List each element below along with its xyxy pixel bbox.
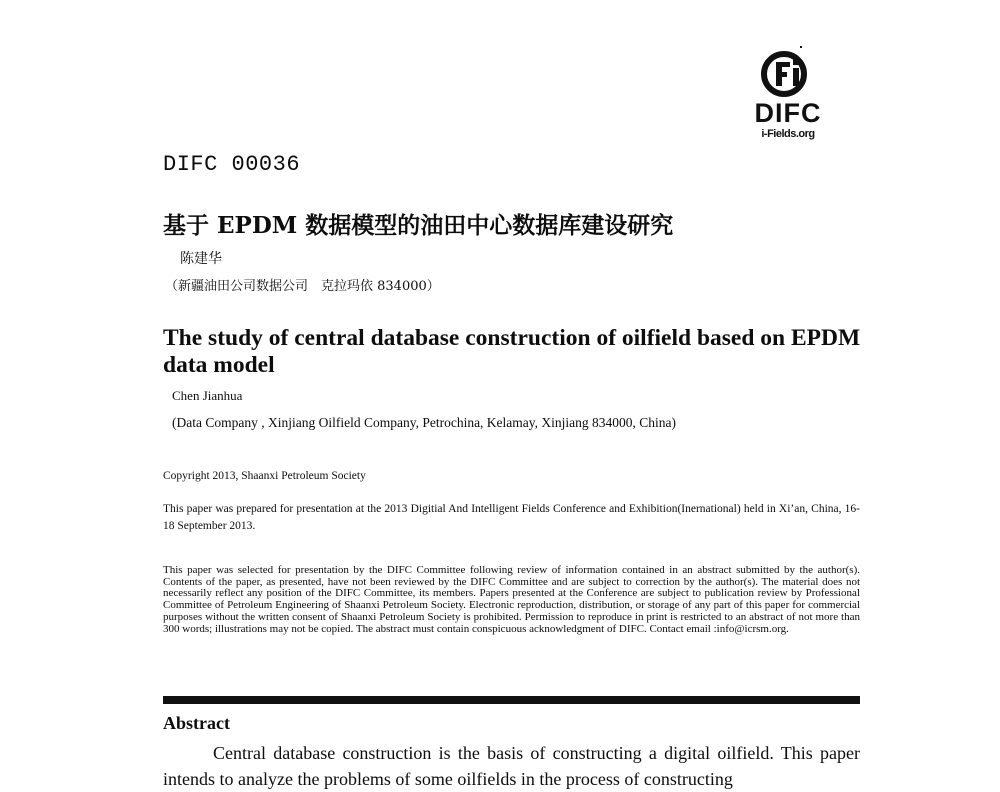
paper-id: DIFC 00036: [163, 152, 301, 177]
chinese-author: 陈建华: [180, 251, 222, 267]
english-affiliation: (Data Company , Xinjiang Oilfield Company, Petrochina, Kelamay, Xinjiang 834000, China): [172, 415, 677, 430]
english-title: The study of central database construction of oilfield based on EPDM data model: [163, 325, 861, 378]
chinese-affiliation: （新疆油田公司数据公司 克拉玛依 834000）: [165, 279, 440, 294]
prepared-statement: This paper was prepared for presentation at the 2013 Digitial And Intelligent Fields Conference and Exhibition(Inernational) held in Xi’an, China, 16-18 September 2013.: [163, 503, 860, 532]
difc-logo: [746, 44, 830, 152]
difc-logo-icon: [760, 46, 812, 98]
logo-text: DIFC: [754, 98, 822, 128]
abstract-heading: Abstract: [163, 713, 230, 733]
logo-subtext: i-Fields.org: [761, 128, 815, 140]
review-notice: This paper was selected for presentation by the DIFC Committee following review of information contained in an abstract submitted by the author(s). Contents of the paper, as presented, have not been reviewed by the DIFC Committee and are subject to correction by the author(s). The material does not necessarily reflect any position of the DIFC Committee, its members. Papers presented at the Conference are subject to publication review by Professional Committee of Petroleum Engineering of Shaanxi Petroleum Society. Electronic reproduction, distribution, or storage of any part of this paper for commercial purposes without the written consent of Shaanxi Petroleum Society is prohibited. Permission to reproduce in print is restricted to an abstract of not more than 300 words; illustrations may not be copied. The abstract must contain conspicuous acknowledgment of DIFC. Contact email :info@icrsm.org.: [163, 564, 860, 635]
copyright-line: Copyright 2013, Shaanxi Petroleum Society: [163, 470, 366, 482]
english-author: Chen Jianhua: [172, 388, 243, 403]
section-divider: [163, 696, 860, 704]
chinese-title: 基于 EPDM 数据模型的油田中心数据库建设研究: [163, 212, 674, 239]
abstract-body: Central database construction is the basis of constructing a digital oilfield. This paper intends to analyze the problems of some oilfields in the process of constructing: [163, 743, 860, 789]
